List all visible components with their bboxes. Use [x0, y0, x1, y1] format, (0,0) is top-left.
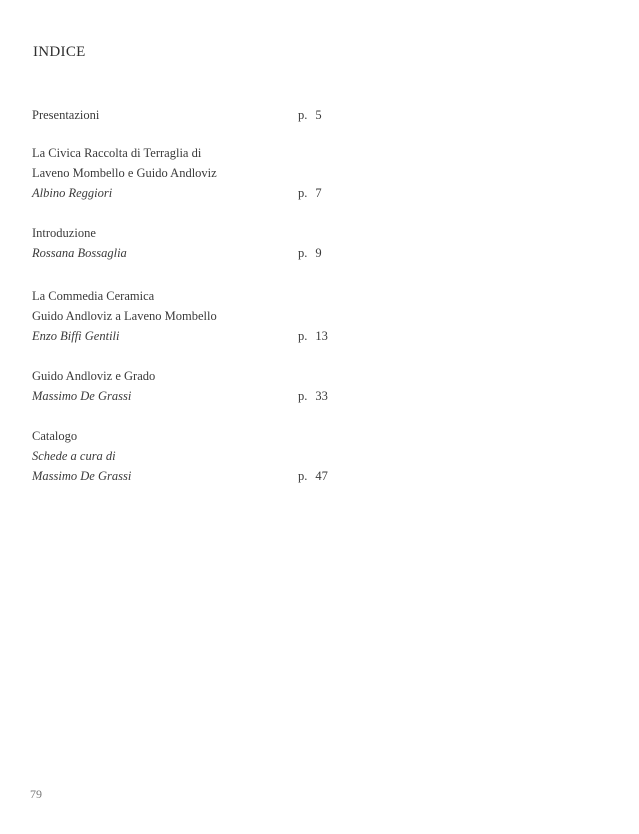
toc-page-ref — [298, 386, 328, 406]
page-prefix: p. — [298, 246, 308, 260]
toc-entry-commedia-ceramica — [32, 286, 217, 346]
page-number: 5 — [315, 108, 322, 122]
page-prefix: p. — [298, 389, 308, 403]
toc-entry-author: Albino Reggiori — [32, 186, 113, 200]
page-number: 9 — [315, 246, 322, 260]
toc-page-ref — [298, 183, 322, 203]
toc-entry-author: Massimo De Grassi — [32, 389, 132, 403]
toc-entry-title: La Civica Raccolta di Terraglia di — [32, 146, 202, 160]
toc-entry-subtitle: Schede a cura di — [32, 449, 116, 463]
toc-page-ref — [298, 466, 328, 486]
toc-entry-civica-raccolta — [32, 143, 217, 203]
toc-entry-title: Presentazioni — [32, 108, 100, 122]
toc-page-ref — [298, 243, 322, 263]
toc-entry-introduzione — [32, 223, 127, 263]
toc-entry-title: Catalogo — [32, 429, 78, 443]
toc-entry-andloviz-grado — [32, 366, 155, 406]
toc-entry-author: Enzo Biffi Gentili — [32, 329, 120, 343]
toc-entry-catalogo — [32, 426, 131, 486]
toc-entry-title: Guido Andloviz a Laveno Mombello — [32, 309, 217, 323]
toc-entry-title: Guido Andloviz e Grado — [32, 369, 156, 383]
toc-entry-title: Laveno Mombello e Guido Andloviz — [32, 166, 217, 180]
page-number: 7 — [315, 186, 322, 200]
page-prefix: p. — [298, 469, 308, 483]
toc-entry-author: Rossana Bossaglia — [32, 246, 127, 260]
toc-page-ref — [298, 105, 322, 125]
page-number-folio: 79 — [30, 787, 42, 801]
page-prefix: p. — [298, 108, 308, 122]
page-prefix: p. — [298, 186, 308, 200]
toc-page-ref — [298, 326, 328, 346]
toc-entry-presentazioni — [32, 105, 99, 125]
toc-entry-title: Introduzione — [32, 226, 96, 240]
page-number: 13 — [315, 329, 328, 343]
page-prefix: p. — [298, 329, 308, 343]
page-number: 33 — [315, 389, 328, 403]
toc-entry-author: Massimo De Grassi — [32, 469, 132, 483]
toc-entry-title: La Commedia Ceramica — [32, 289, 155, 303]
page-number: 47 — [315, 469, 328, 483]
page-title: INDICE — [33, 44, 86, 60]
